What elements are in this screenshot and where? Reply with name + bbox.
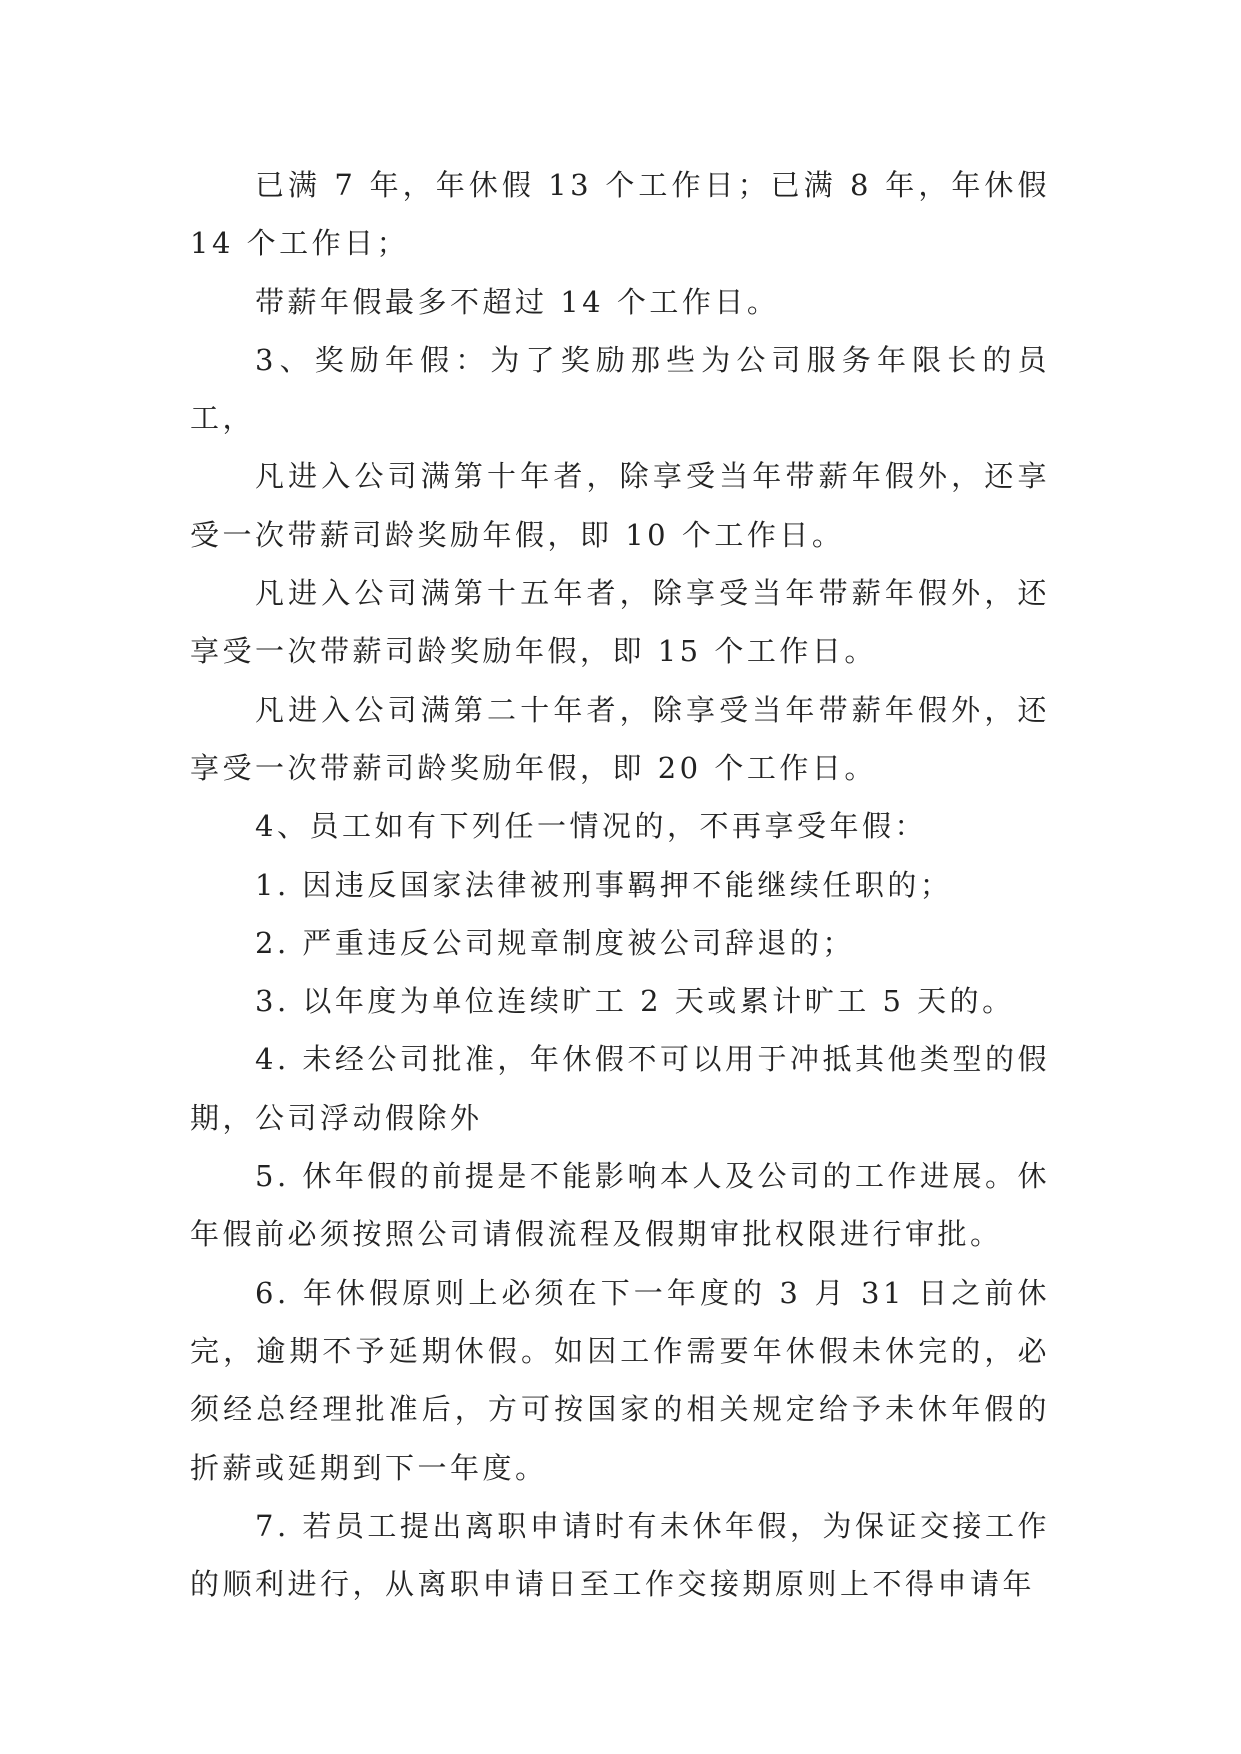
document-body — [190, 156, 1050, 1613]
paragraph-exclusion-3: 3. 以年度为单位连续旷工 2 天或累计旷工 5 天的。 — [255, 984, 1015, 1019]
paragraph-paid-leave-max: 带薪年假最多不超过 14 个工作日。 — [255, 284, 780, 319]
paragraph-exclusion-2: 2. 严重违反公司规章制度被公司辞退的； — [255, 925, 855, 960]
paragraph-rule-6: 6. 年休假原则上必须在下一年度的 3 月 31 日之前休完，逾期不予延期休假。如因工作需要年休假未休完的，必须经总经理批准后，方可按国家的相关规定给予未休年假的折薪或延期到下一年度。 — [190, 1275, 1050, 1485]
paragraph-reward-15-years: 凡进入公司满第十五年者，除享受当年带薪年假外，还享受一次带薪司龄奖励年假，即 15 个工作日。 — [190, 576, 1050, 669]
paragraph-reward-leave-heading: 3、奖励年假：为了奖励那些为公司服务年限长的员工， — [190, 342, 1050, 436]
paragraph-reward-20-years: 凡进入公司满第二十年者，除享受当年带薪年假外，还享受一次带薪司龄奖励年假，即 20 个工作日。 — [190, 692, 1050, 785]
paragraph-exclusion-1: 1. 因违反国家法律被刑事羁押不能继续任职的； — [255, 867, 953, 902]
paragraph-reward-10-years: 凡进入公司满第十年者，除享受当年带薪年假外，还享受一次带薪司龄奖励年假，即 10 个工作日。 — [190, 459, 1050, 552]
paragraph-rule-4: 4. 未经公司批准，年休假不可以用于冲抵其他类型的假期，公司浮动假除外 — [190, 1042, 1050, 1135]
paragraph-exclusions-heading: 4、员工如有下列任一情况的，不再享受年假： — [255, 809, 927, 844]
paragraph-seniority-7-8-years: 已满 7 年，年休假 13 个工作日；已满 8 年，年休假 14 个工作日； — [190, 168, 1050, 261]
paragraph-rule-7: 7. 若员工提出离职申请时有未休年假，为保证交接工作的顺利进行，从离职申请日至工作交接期原则上不得申请年 — [190, 1508, 1050, 1602]
paragraph-rule-5: 5. 休年假的前提是不能影响本人及公司的工作进展。休年假前必须按照公司请假流程及假期审批权限进行审批。 — [190, 1159, 1050, 1252]
